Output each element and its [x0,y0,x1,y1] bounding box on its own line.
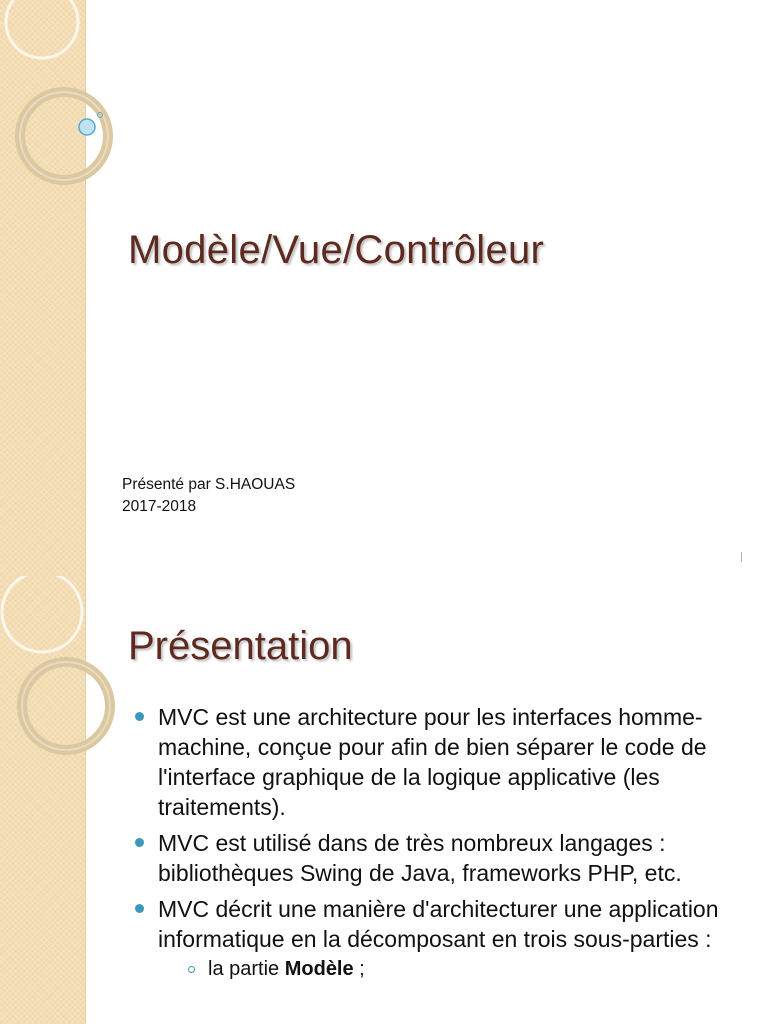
decorative-circles [0,576,130,776]
bullet-text: MVC décrit une manière d'architecturer une application informatique en la décomposant en trois sous-parties : [158,896,719,952]
bullet-dot-icon [135,904,144,913]
slide-marker [741,552,742,562]
list-item [132,828,752,888]
sub-bullet-strong: Modèle [284,958,354,980]
bullet-text: MVC est utilisé dans de très nombreux langages : bibliothèques Swing de Java, frameworks PHP, etc. [158,830,682,886]
decorative-circles [0,0,130,200]
bullet-text: MVC est une architecture pour les interfaces homme-machine, conçue pour afin de bien séparer le code de l'interface graphique de la logique applicative (les traitements). [158,704,707,820]
sub-bullet-suffix: ; [353,958,365,980]
slide-title: Modèle/Vue/Contrôleur [128,228,545,272]
year-line: 2017-2018 [122,498,197,515]
sub-list-item [158,956,752,982]
bullet-list [132,702,752,988]
bullet-dot-icon [135,838,144,847]
blue-dot-icon [79,119,95,135]
presenter-line: Présenté par S.HAOUAS [122,476,296,493]
presenter-info [122,474,295,518]
presentation-slide [0,576,768,1024]
bullet-dot-icon [135,712,144,721]
list-item [132,894,752,982]
list-item [132,702,752,822]
sub-bullet-ring-icon [188,966,195,973]
sub-bullet-prefix: la partie [208,958,285,980]
section-title: Présentation [128,624,353,668]
